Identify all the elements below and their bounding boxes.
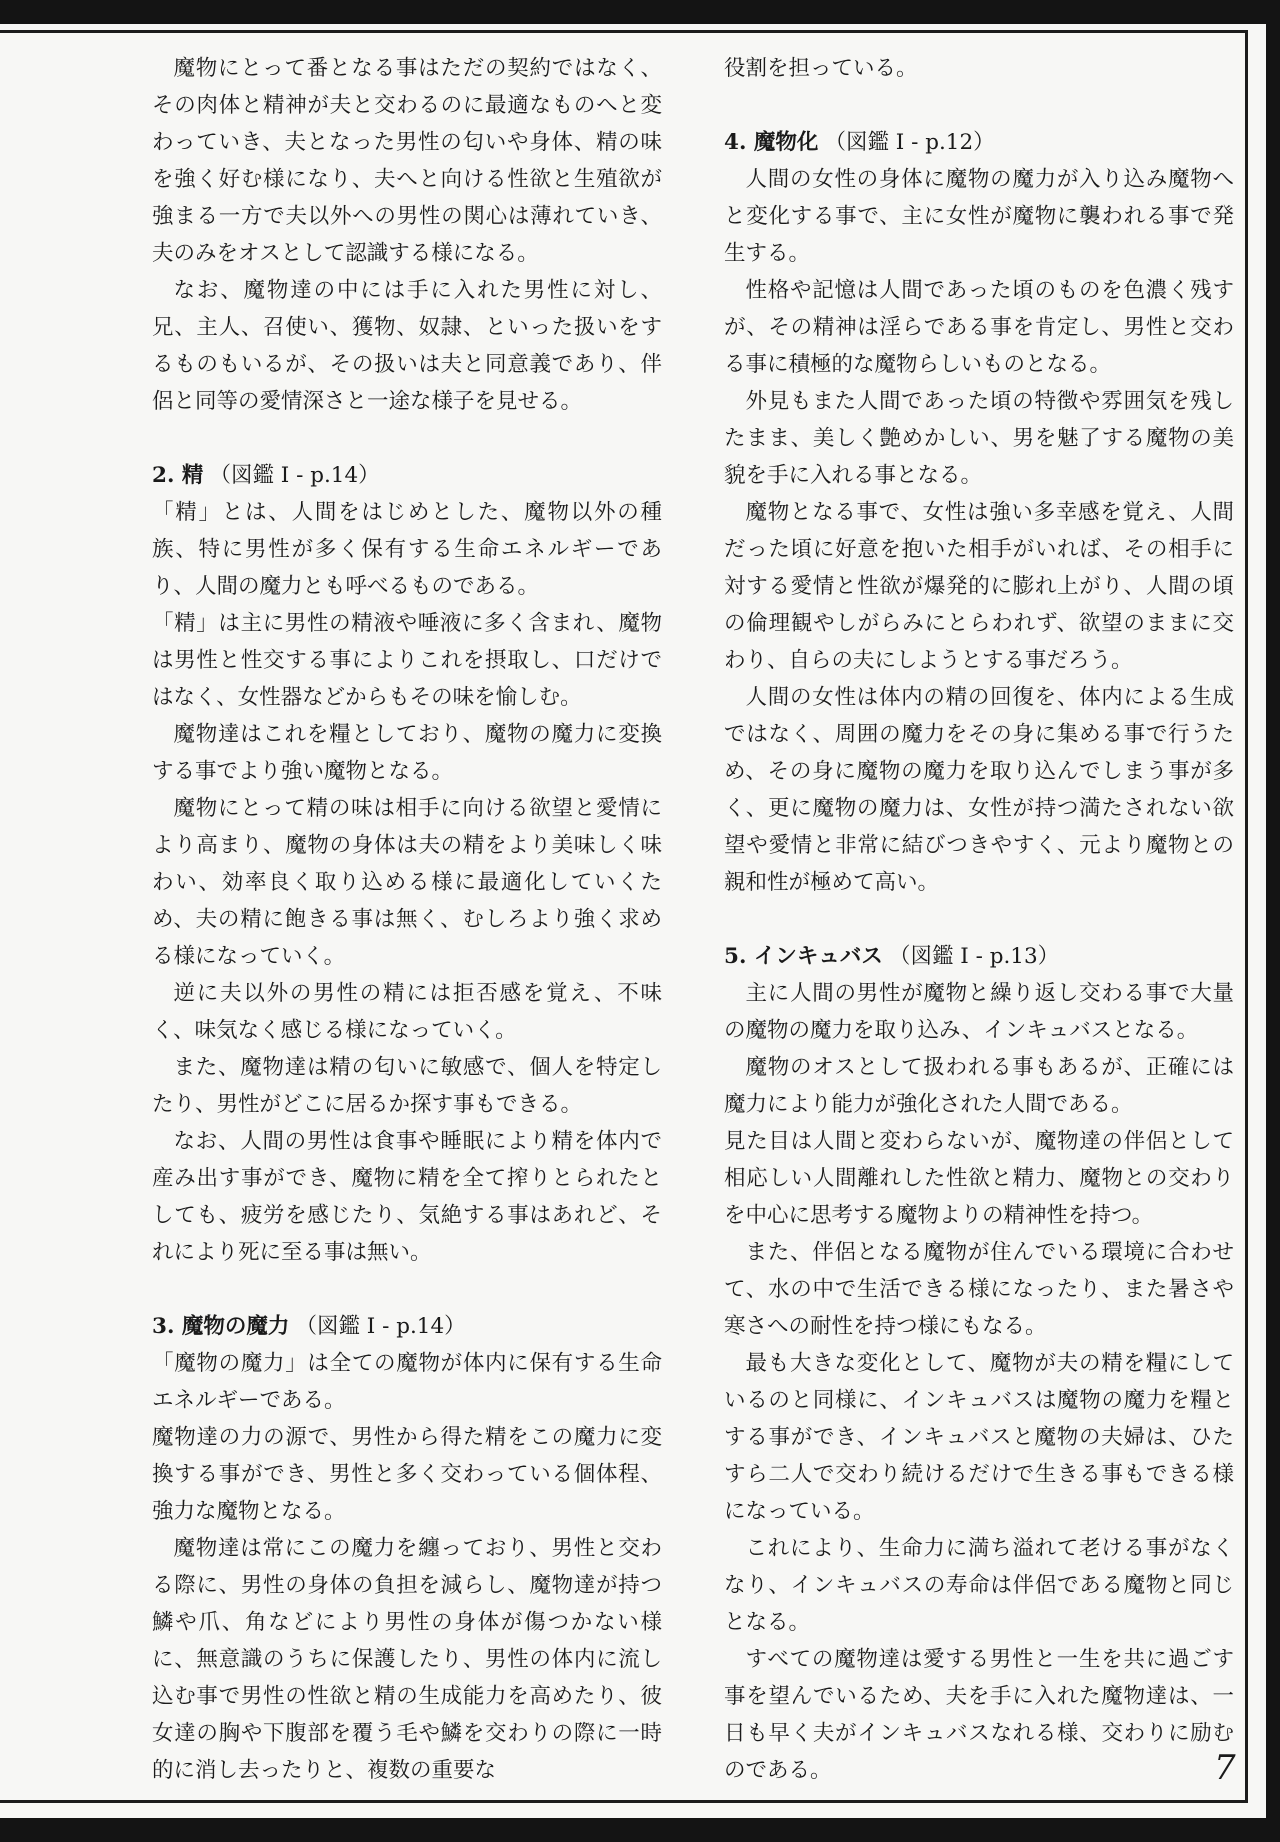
section-reference: （図鑑 I - p.12） <box>824 130 995 155</box>
body-paragraph: なお、人間の男性は食事や睡眠により精を体内で産み出す事ができ、魔物に精を全て搾りとられたとしても、疲労を感じたり、気絶する事はあれど、それにより死に至る事は無い。 <box>152 1129 662 1265</box>
body-paragraph: 魔物達は常にこの魔力を纏っており、男性と交わる際に、男性の身体の負担を減らし、魔物達が持つ鱗や爪、角などにより男性の身体が傷つかない様に、無意識のうちに保護したり、男性の体内に流し込む事で男性の性欲と精の生成能力を高めたり、彼女達の胸や下腹部を覆う毛や鱗を交わりの際に一時的に消し去ったりと、複数の重要な <box>152 1536 662 1783</box>
body-paragraph: 主に人間の男性が魔物と繰り返し交わる事で大量の魔物の魔力を取り込み、インキュバスとなる。 <box>724 981 1234 1043</box>
section-heading-mamono-maryoku <box>152 1308 662 1345</box>
body-paragraph: 見た目は人間と変わらないが、魔物達の伴侶として相応しい人間離れした性欲と精力、魔物との交わりを中心に思考する魔物よりの精神性を持つ。 <box>724 1129 1234 1228</box>
section-title: 2. 精 <box>152 463 204 488</box>
right-column <box>724 50 1234 1789</box>
body-paragraph: 人間の女性は体内の精の回復を、体内による生成ではなく、周囲の魔力をその身に集める事で行うため、その身に魔物の魔力を取り込んでしまう事が多く、更に魔物の魔力は、女性が持つ満たされない欲望や愛情と非常に結びつきやすく、元より魔物との親和性が極めて高い。 <box>724 685 1234 895</box>
section-title: 5. インキュバス <box>724 944 883 969</box>
body-paragraph: また、伴侶となる魔物が住んでいる環境に合わせて、水の中で生活できる様になったり、また暑さや寒さへの耐性を持つ様にもなる。 <box>724 1240 1234 1339</box>
section-title: 3. 魔物の魔力 <box>152 1314 290 1339</box>
body-paragraph: 外見もまた人間であった頃の特徴や雰囲気を残したまま、美しく艶めかしい、男を魅了する魔物の美貌を手に入れる事となる。 <box>724 389 1234 488</box>
body-paragraph: 「魔物の魔力」は全ての魔物が体内に保有する生命エネルギーである。 <box>152 1351 662 1413</box>
section-title: 4. 魔物化 <box>724 130 819 155</box>
body-paragraph: 魔物達の力の源で、男性から得た精をこの魔力に変換する事ができ、男性と多く交わっている個体程、強力な魔物となる。 <box>152 1425 662 1524</box>
body-paragraph: 性格や記憶は人間であった頃のものを色濃く残すが、その精神は淫らである事を肯定し、男性と交わる事に積極的な魔物らしいものとなる。 <box>724 278 1234 377</box>
right-border-bar <box>1266 0 1280 1842</box>
body-paragraph: 魔物にとって精の味は相手に向ける欲望と愛情により高まり、魔物の身体は夫の精をより美味しく味わい、効率良く取り込める様に最適化していくため、夫の精に飽きる事は無く、むしろより強く求める様になっていく。 <box>152 796 662 969</box>
bottom-border-bar <box>0 1818 1280 1842</box>
intro-paragraph: 魔物にとって番となる事はただの契約ではなく、その肉体と精神が夫と交わるのに最適なものへと変わっていき、夫となった男性の匂いや身体、精の味を強く好む様になり、夫へと向ける性欲と生殖欲が強まる一方で夫以外への男性の関心は薄れていき、夫のみをオスとして認識する様になる。 <box>152 56 662 266</box>
body-paragraph: 人間の女性の身体に魔物の魔力が入り込み魔物へと変化する事で、主に女性が魔物に襲われる事で発生する。 <box>724 167 1234 266</box>
body-paragraph: 「精」は主に男性の精液や唾液に多く含まれ、魔物は男性と性交する事によりこれを摂取し、口だけではなく、女性器などからもその味を愉しむ。 <box>152 611 662 710</box>
section-reference: （図鑑 I - p.14） <box>295 1314 466 1339</box>
body-paragraph: 「精」とは、人間をはじめとした、魔物以外の種族、特に男性が多く保有する生命エネルギーであり、人間の魔力とも呼べるものである。 <box>152 500 662 599</box>
left-column <box>152 50 662 1789</box>
body-paragraph: 逆に夫以外の男性の精には拒否感を覚え、不味く、味気なく感じる様になっていく。 <box>152 981 662 1043</box>
intro-paragraph: なお、魔物達の中には手に入れた男性に対し、兄、主人、召使い、獲物、奴隷、といった扱いをするものもいるが、その扱いは夫と同意義であり、伴侶と同等の愛情深さと一途な様子を見せる。 <box>152 278 662 414</box>
body-paragraph: 魔物となる事で、女性は強い多幸感を覚え、人間だった頃に好意を抱いた相手がいれば、その相手に対する愛情と性欲が爆発的に膨れ上がり、人間の頃の倫理観やしがらみにとらわれず、欲望のままに交わり、自らの夫にしようとする事だろう。 <box>724 500 1234 673</box>
body-paragraph: 魔物のオスとして扱われる事もあるが、正確には魔力により能力が強化された人間である。 <box>724 1055 1234 1117</box>
section-heading-incubus <box>724 938 1234 975</box>
section-heading-sei <box>152 457 662 494</box>
continued-paragraph: 役割を担っている。 <box>724 56 918 81</box>
body-paragraph: また、魔物達は精の匂いに敏感で、個人を特定したり、男性がどこに居るか探す事もできる。 <box>152 1055 662 1117</box>
body-paragraph: 最も大きな変化として、魔物が夫の精を糧にしているのと同様に、インキュバスは魔物の魔力を糧とする事ができ、インキュバスと魔物の夫婦は、ひたすら二人で交わり続けるだけで生きる事もできる様になっている。 <box>724 1351 1234 1524</box>
section-reference: （図鑑 I - p.13） <box>888 944 1060 969</box>
frame-line-bottom <box>0 1800 1248 1803</box>
frame-line-right <box>1245 30 1248 1803</box>
section-heading-mamonoka <box>724 124 1234 161</box>
frame-line-top <box>0 30 1248 33</box>
top-border-bar <box>0 0 1280 24</box>
body-paragraph: これにより、生命力に満ち溢れて老ける事がなくなり、インキュバスの寿命は伴侶である魔物と同じとなる。 <box>724 1536 1234 1635</box>
section-reference: （図鑑 I - p.14） <box>209 463 380 488</box>
body-paragraph: すべての魔物達は愛する男性と一生を共に過ごす事を望んでいるため、夫を手に入れた魔物達は、一日も早く夫がインキュバスなれる様、交わりに励むのである。 <box>724 1647 1234 1783</box>
body-paragraph: 魔物達はこれを糧としており、魔物の魔力に変換する事でより強い魔物となる。 <box>152 722 662 784</box>
page-number: 7 <box>1214 1748 1236 1788</box>
